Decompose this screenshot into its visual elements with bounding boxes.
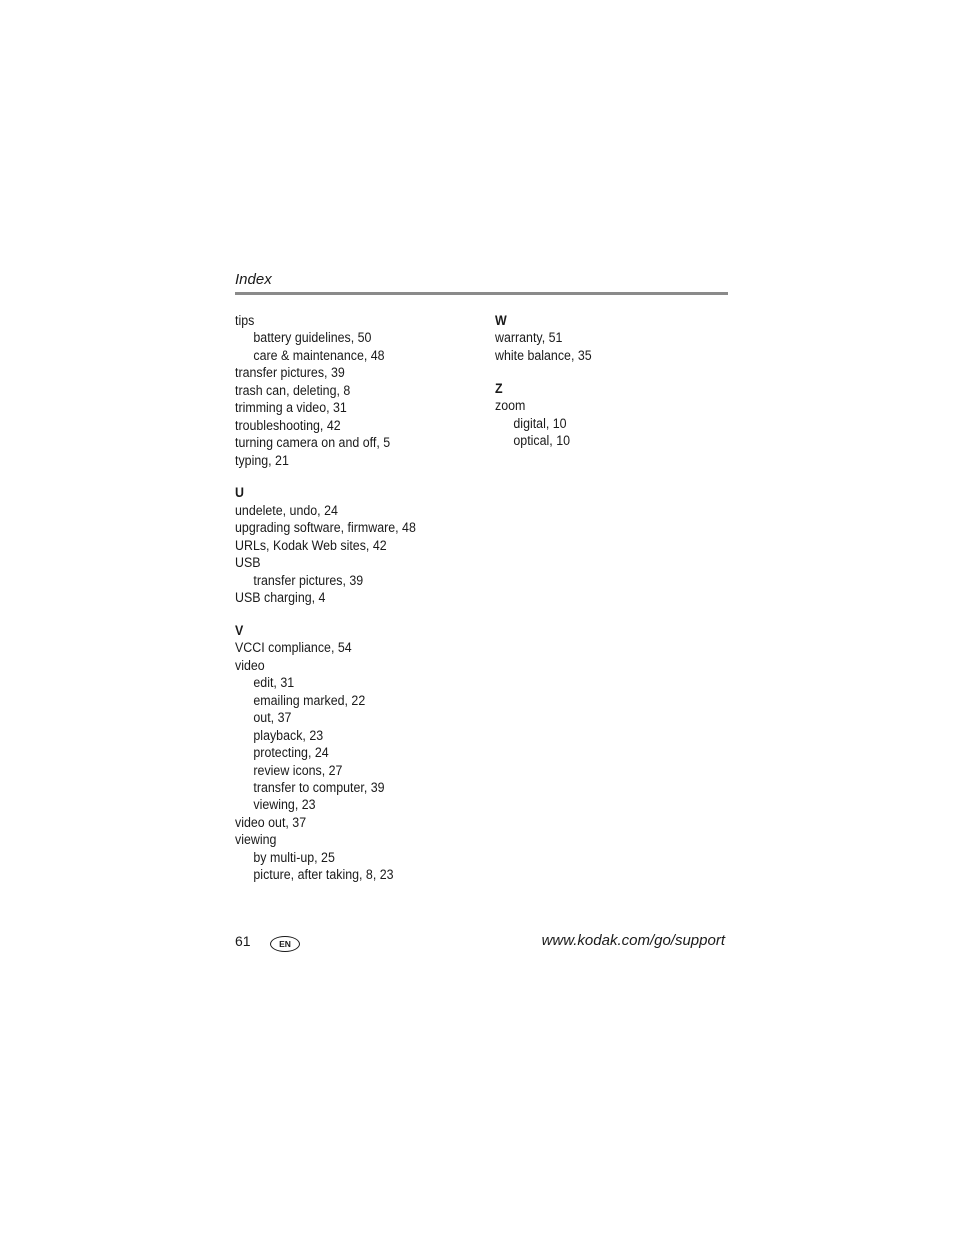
header-divider — [235, 292, 728, 295]
index-entry: VCCI compliance, 54 — [235, 640, 352, 656]
index-entry: typing, 21 — [235, 452, 289, 468]
index-letter-heading: Z — [495, 380, 503, 396]
index-letter-heading: W — [495, 313, 507, 328]
index-entry: trash can, deleting, 8 — [235, 382, 351, 398]
index-subentry: optical, 10 — [513, 433, 571, 449]
index-subentry: digital, 10 — [513, 415, 567, 431]
index-subentry: picture, after taking, 8, 23 — [253, 867, 394, 883]
page-number: 61 — [235, 933, 251, 949]
index-subentry: protecting, 24 — [253, 745, 329, 761]
index-subentry: review icons, 27 — [253, 762, 343, 778]
index-entry: troubleshooting, 42 — [235, 417, 341, 433]
index-entry: white balance, 35 — [495, 347, 592, 363]
index-entry: video out, 37 — [235, 814, 307, 830]
index-entry: viewing — [235, 832, 277, 848]
index-subentry: care & maintenance, 48 — [253, 347, 385, 363]
index-subentry: edit, 31 — [253, 675, 295, 691]
index-entry: trimming a video, 31 — [235, 400, 347, 416]
section-gap — [495, 364, 735, 380]
index-subentry: playback, 23 — [253, 727, 324, 743]
index-entry: warranty, 51 — [495, 330, 563, 346]
index-subentry: battery guidelines, 50 — [253, 330, 372, 346]
index-entry: undelete, undo, 24 — [235, 502, 338, 518]
section-gap — [235, 469, 475, 485]
index-subentry: viewing, 23 — [253, 797, 316, 813]
page-header-title: Index — [235, 271, 272, 288]
index-entry: USB — [235, 555, 261, 571]
index-entry: upgrading software, firmware, 48 — [235, 520, 416, 536]
section-gap — [235, 607, 475, 623]
index-column-right — [495, 312, 735, 450]
index-entry: zoom — [495, 398, 526, 414]
index-letter-heading: U — [235, 485, 244, 501]
index-entry: URLs, Kodak Web sites, 42 — [235, 537, 387, 553]
index-letter-heading: V — [235, 623, 244, 638]
index-entry: transfer pictures, 39 — [235, 365, 345, 381]
support-url: www.kodak.com/go/support — [541, 932, 725, 949]
index-subentry: emailing marked, 22 — [253, 692, 366, 708]
index-subentry: transfer pictures, 39 — [253, 572, 364, 588]
index-column-left — [235, 312, 475, 884]
index-entry: video — [235, 657, 265, 673]
language-badge: EN — [270, 936, 300, 952]
index-entry: tips — [235, 313, 255, 328]
index-subentry: out, 37 — [253, 710, 292, 726]
index-entry: turning camera on and off, 5 — [235, 435, 391, 451]
index-entry: USB charging, 4 — [235, 590, 326, 606]
index-subentry: transfer to computer, 39 — [253, 779, 385, 795]
index-subentry: by multi-up, 25 — [253, 849, 335, 865]
